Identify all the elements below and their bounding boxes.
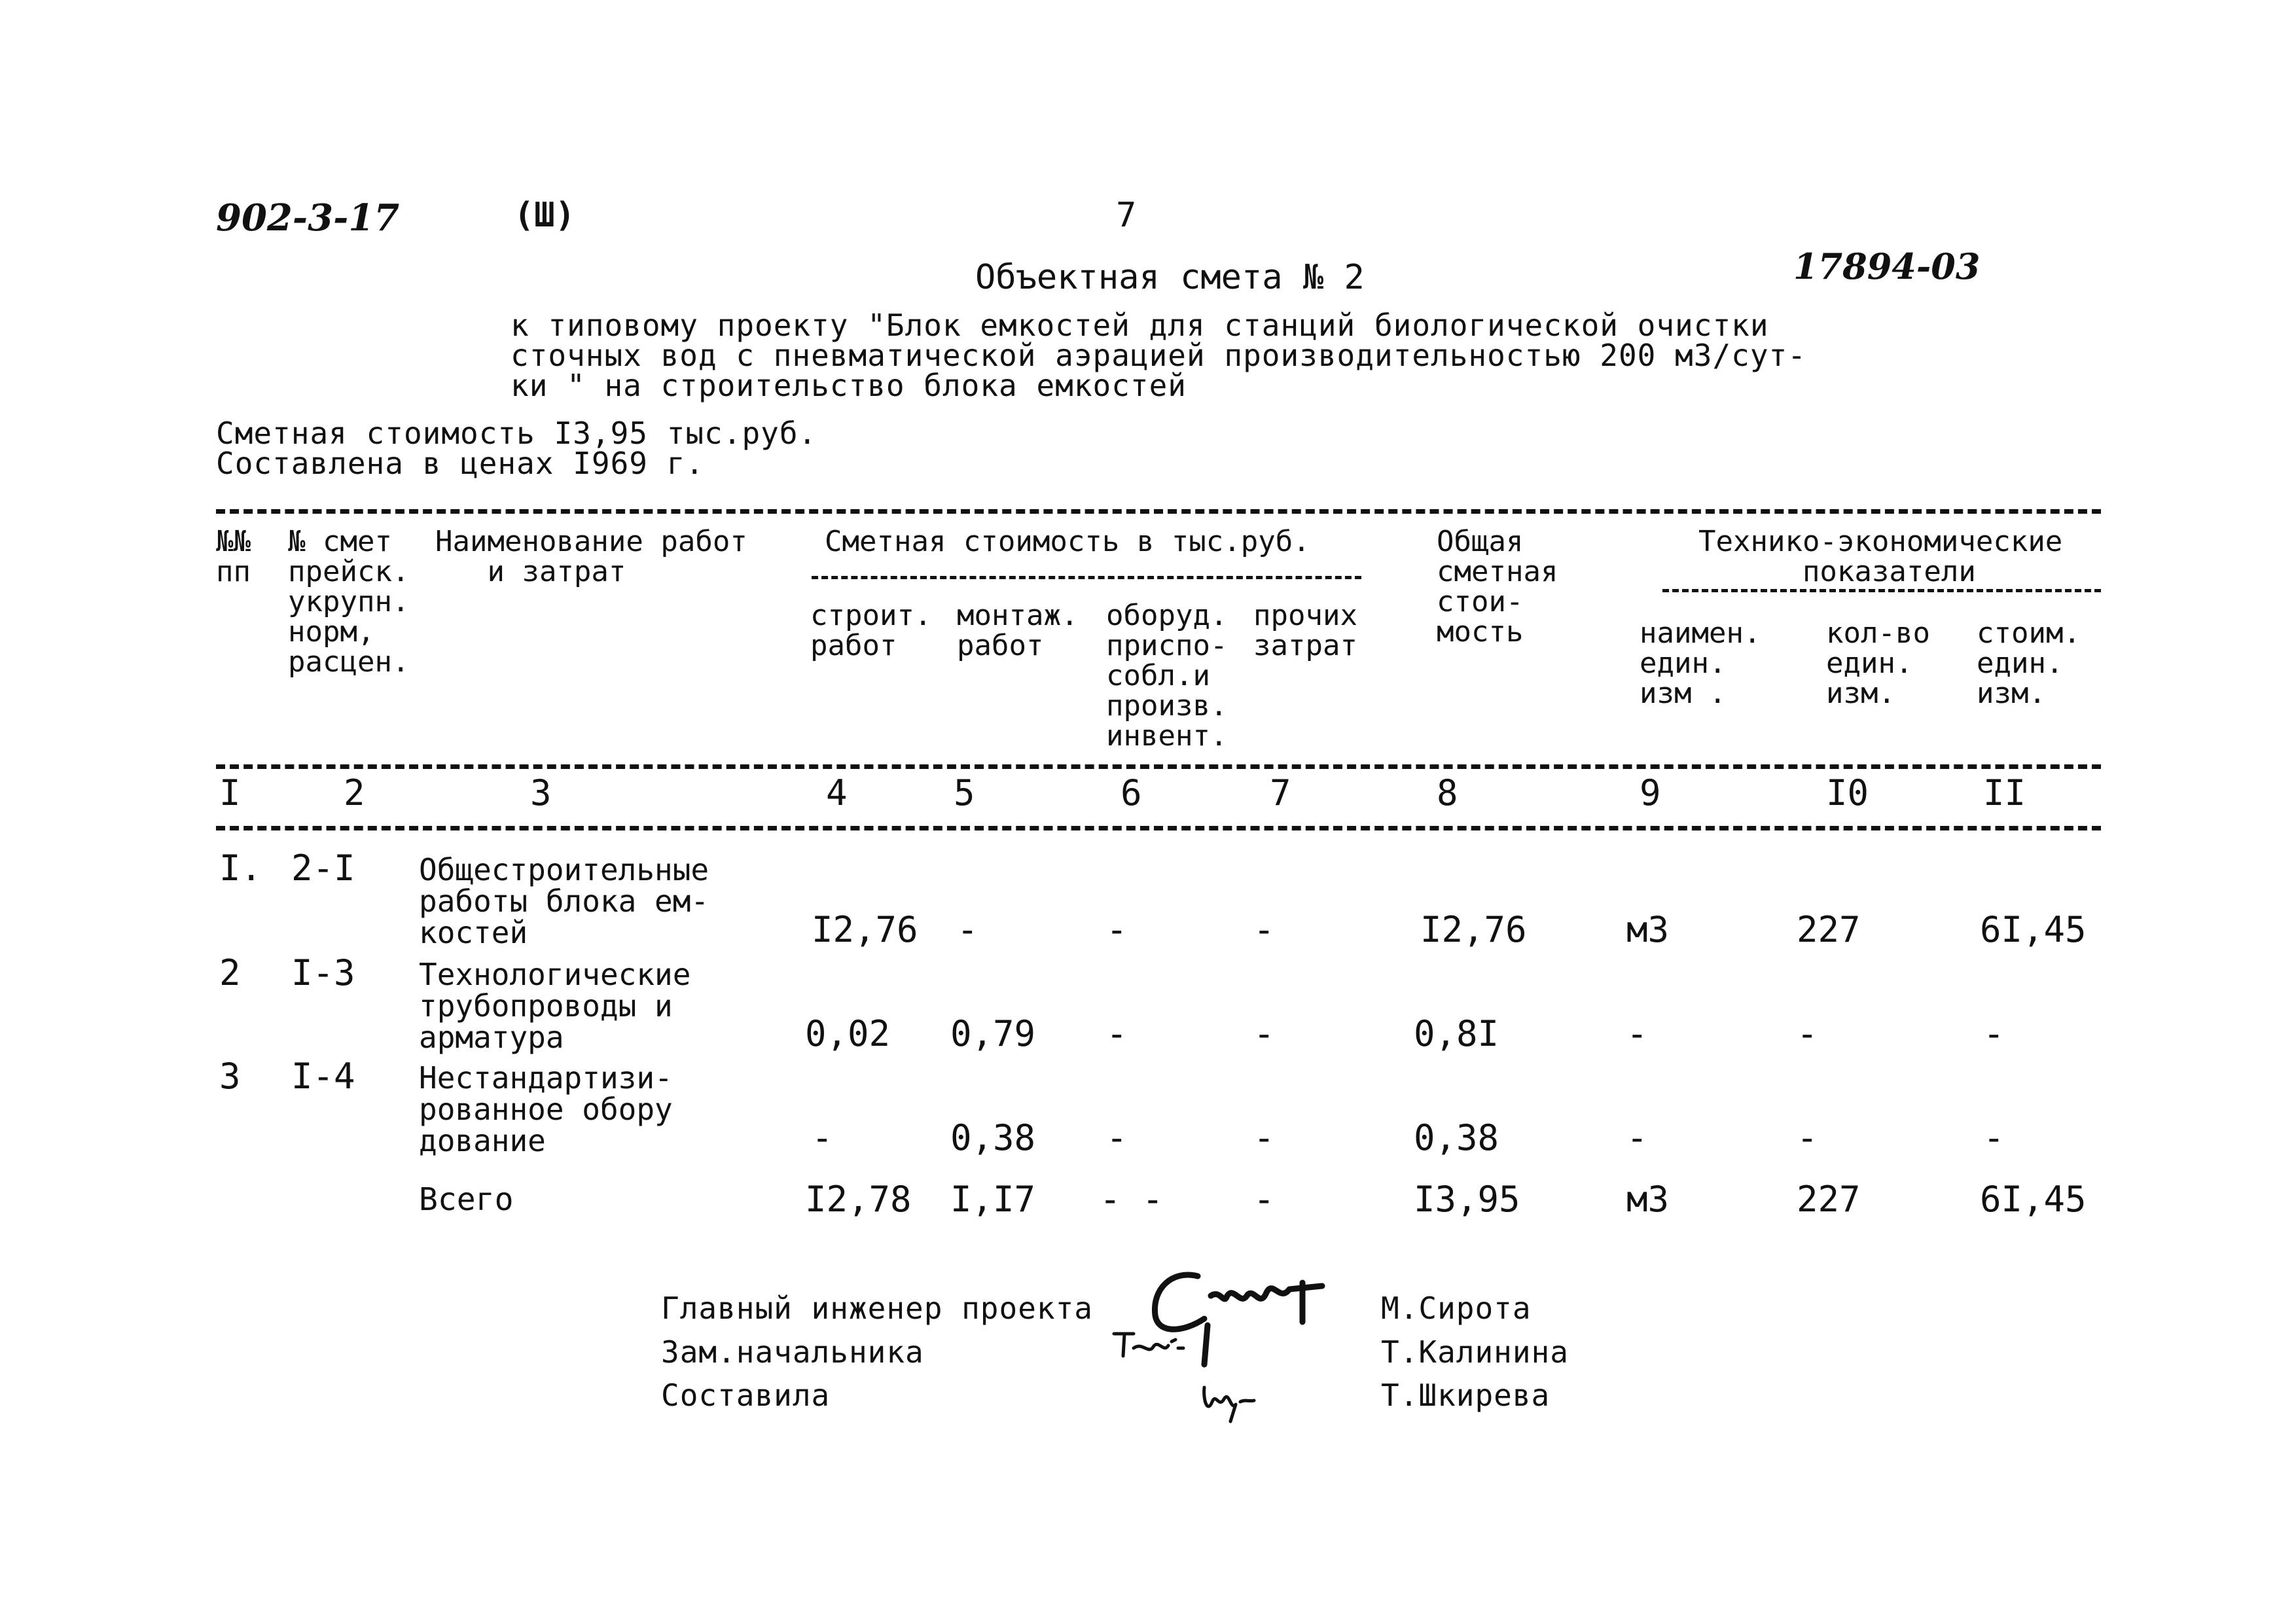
- row-equipment-cost: -: [1106, 1013, 1128, 1054]
- row-unit-name: м3: [1626, 909, 1670, 950]
- estimate-heading: Объектная смета № 2: [975, 258, 1365, 297]
- row-unit-qty: 227: [1797, 909, 1861, 950]
- column-number: II: [1983, 772, 2026, 813]
- total-unit-cost: 6I,45: [1980, 1179, 2087, 1220]
- row-equipment-cost: -: [1106, 909, 1128, 950]
- section-mark: (Ш): [514, 196, 575, 235]
- row-number: 2: [219, 952, 241, 993]
- row-mounting-cost: -: [957, 909, 978, 950]
- header-estimate-ref: № смет прейск. укрупн. норм, расцен.: [288, 525, 410, 679]
- row-unit-name: -: [1626, 1013, 1648, 1054]
- header-equipment: оборуд. приспо- собл.и произв. инвент.: [1106, 599, 1228, 753]
- header-unit-qty: кол-во един. изм.: [1826, 616, 1930, 710]
- row-total-cost: I2,76: [1420, 909, 1527, 950]
- header-row-number: №№ пп: [216, 525, 251, 588]
- column-number: 6: [1121, 772, 1142, 813]
- table-top-rule: [216, 509, 2101, 514]
- header-unit-cost: стоим. един. изм.: [1977, 616, 2081, 710]
- row-estimate-ref: 2-I: [291, 847, 355, 889]
- row-unit-qty: -: [1797, 1117, 1818, 1158]
- column-number: 9: [1640, 772, 1661, 813]
- signature-name-compiler: Т.Шкирева: [1381, 1378, 1551, 1413]
- document-code: 902-3-17: [216, 196, 400, 240]
- row-number: I.: [219, 847, 262, 889]
- title-line-1: к типовому проекту "Блок емкостей для станций биологической очистки: [511, 308, 1769, 343]
- column-number: 2: [344, 772, 365, 813]
- header-bottom-rule: [216, 764, 2101, 769]
- row-other-cost: -: [1253, 1013, 1275, 1054]
- row-total-cost: 0,8I: [1414, 1013, 1499, 1054]
- page-number: 7: [1116, 196, 1137, 235]
- row-estimate-ref: I-3: [291, 952, 355, 993]
- total-mounting-cost: I,I7: [950, 1179, 1036, 1220]
- column-numbers-rule: [216, 826, 2101, 830]
- row-work-name: Нестандартизи- рованное обору дование: [419, 1060, 673, 1158]
- header-unit-name: наимен. един. изм .: [1640, 616, 1761, 710]
- column-number: I0: [1826, 772, 1869, 813]
- row-equipment-cost: -: [1106, 1117, 1128, 1158]
- total-equipment-cost: - -: [1100, 1179, 1164, 1220]
- row-other-cost: -: [1253, 909, 1275, 950]
- signature-name-deputy-head: Т.Калинина: [1381, 1334, 1569, 1370]
- column-number: 4: [826, 772, 848, 813]
- total-construction-cost: I2,78: [805, 1179, 912, 1220]
- total-unit-name: м3: [1626, 1179, 1670, 1220]
- signature-role-deputy-head: Зам.начальника: [661, 1334, 924, 1370]
- row-mounting-cost: 0,79: [950, 1013, 1036, 1054]
- header-cost-group: Сметная стоимость в тыс.руб.: [825, 525, 1310, 558]
- row-unit-qty: -: [1797, 1013, 1818, 1054]
- cost-group-rule: [812, 576, 1361, 579]
- row-construction-cost: -: [812, 1117, 833, 1158]
- column-number: 7: [1270, 772, 1291, 813]
- header-construction: строит. работ: [810, 599, 932, 662]
- total-unit-qty: 227: [1797, 1179, 1861, 1220]
- column-number: 3: [530, 772, 552, 813]
- signature-name-chief-engineer: М.Сирота: [1381, 1291, 1532, 1326]
- column-number: I: [219, 772, 241, 813]
- tech-group-rule: [1662, 589, 2101, 592]
- stamp-number: 17894-03: [1793, 245, 1981, 287]
- row-work-name: Общестроительные работы блока ем- костей: [419, 852, 709, 950]
- header-mounting: монтаж. работ: [957, 599, 1079, 662]
- column-number: 8: [1437, 772, 1458, 813]
- title-line-2: сточных вод с пневматической аэрацией производительностью 200 м3/сут-: [511, 338, 1806, 373]
- total-overall-cost: I3,95: [1414, 1179, 1520, 1220]
- handwritten-signatures: [1106, 1250, 1394, 1440]
- total-label: Всего: [419, 1181, 514, 1218]
- header-tech-group: Технико-экономические показатели: [1698, 525, 2063, 588]
- price-basis: Составлена в ценах I969 г.: [216, 446, 705, 481]
- total-other-cost: -: [1253, 1179, 1275, 1220]
- row-other-cost: -: [1253, 1117, 1275, 1158]
- row-construction-cost: 0,02: [805, 1013, 891, 1054]
- column-number: 5: [954, 772, 975, 813]
- row-unit-cost: -: [1983, 1013, 2005, 1054]
- row-mounting-cost: 0,38: [950, 1117, 1036, 1158]
- signature-role-chief-engineer: Главный инженер проекта: [661, 1291, 1093, 1326]
- row-unit-name: -: [1626, 1117, 1648, 1158]
- row-unit-cost: -: [1983, 1117, 2005, 1158]
- row-number: 3: [219, 1056, 241, 1097]
- row-estimate-ref: I-4: [291, 1056, 355, 1097]
- row-unit-cost: 6I,45: [1980, 909, 2087, 950]
- row-work-name: Технологические трубопроводы и арматура: [419, 957, 691, 1055]
- row-total-cost: 0,38: [1414, 1117, 1499, 1158]
- header-work-name: Наименование работ и затрат: [435, 525, 747, 588]
- title-line-3: ки " на строительство блока емкостей: [511, 368, 1187, 403]
- estimated-cost: Сметная стоимость I3,95 тыс.руб.: [216, 416, 817, 451]
- signature-role-compiler: Составила: [661, 1378, 831, 1413]
- row-construction-cost: I2,76: [812, 909, 918, 950]
- header-total-cost: Общая сметная стои- мость: [1437, 525, 1558, 649]
- header-other: прочих затрат: [1253, 599, 1357, 662]
